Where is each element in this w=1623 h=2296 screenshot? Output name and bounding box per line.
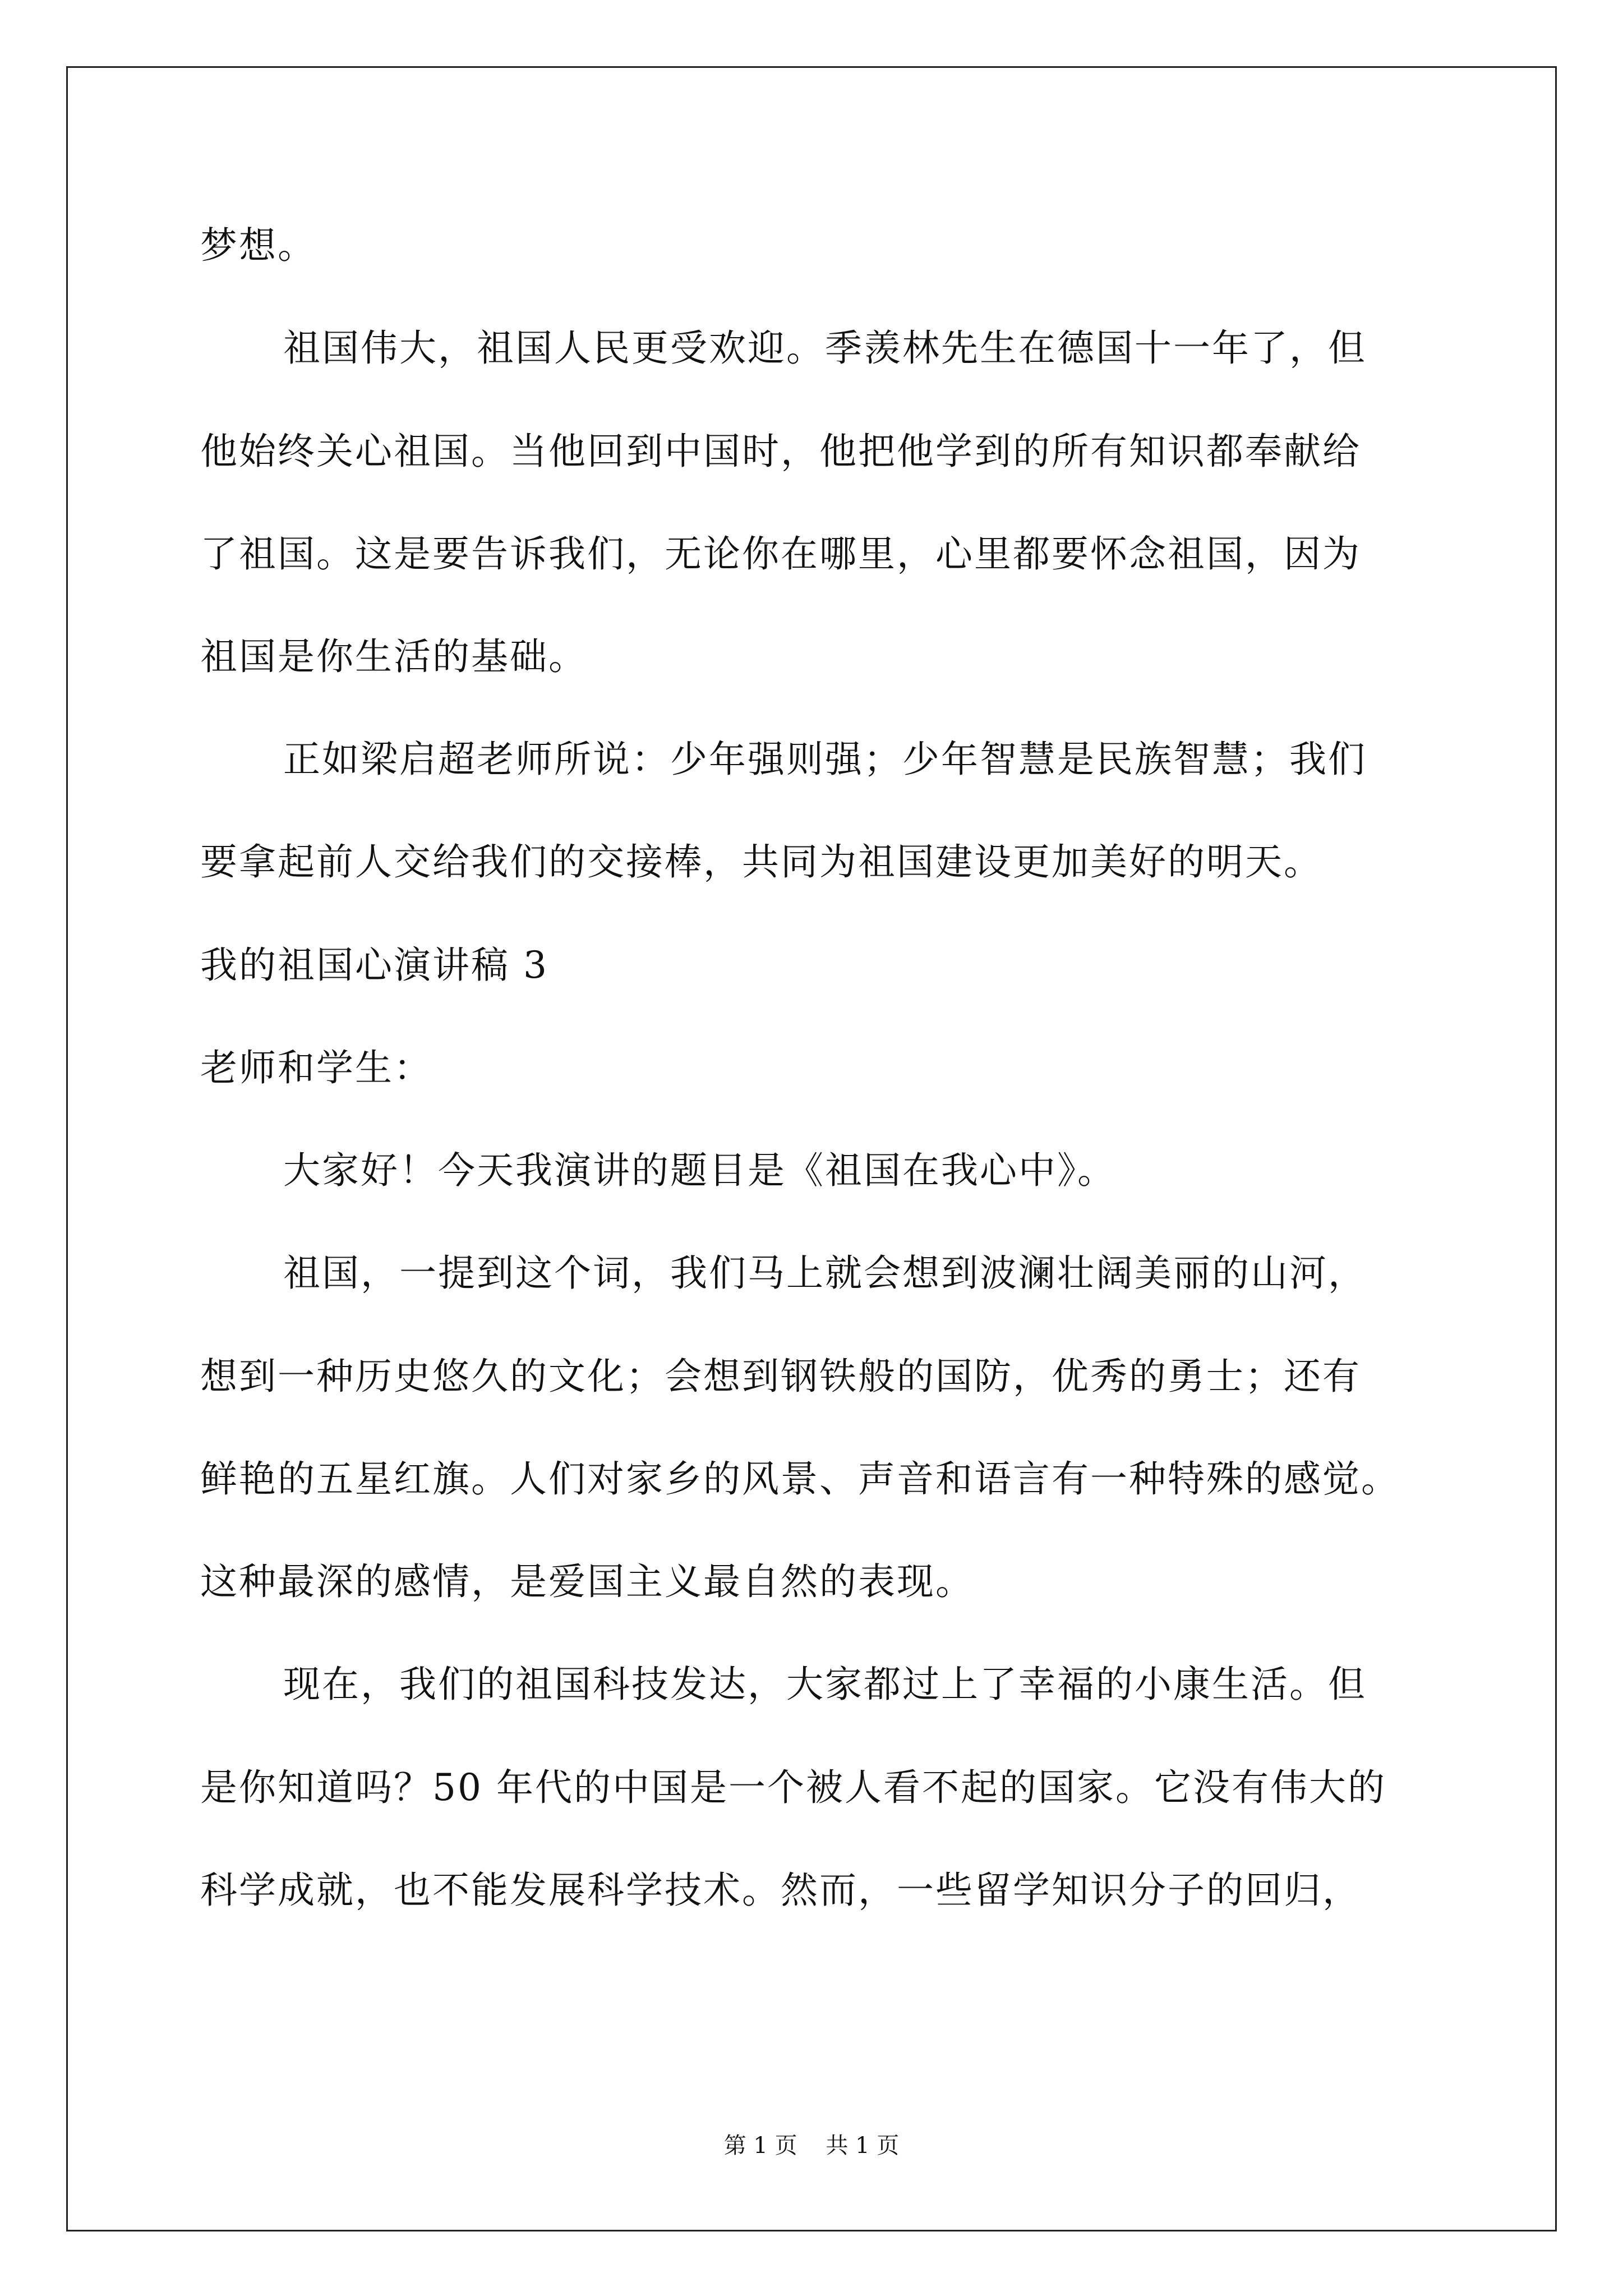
text-line: 祖国是你生活的基础。 xyxy=(200,635,587,678)
paragraph-line: 现在，我们的祖国科技发达，大家都过上了幸福的小康生活。但 xyxy=(283,1663,1367,1706)
paragraph-line: 祖国伟大，祖国人民更受欢迎。季羡林先生在德国十一年了，但 xyxy=(283,326,1367,370)
paragraph-line: 大家好！今天我演讲的题目是《祖国在我心中》。 xyxy=(283,1149,1116,1192)
text-line: 梦想。 xyxy=(200,224,316,267)
text-line: 要拿起前人交给我们的交接棒，共同为祖国建设更加美好的明天。 xyxy=(200,840,1322,884)
section-heading: 我的祖国心演讲稿 3 xyxy=(200,944,548,987)
paragraph-line: 正如梁启超老师所说：少年强则强；少年智慧是民族智慧；我们 xyxy=(283,738,1367,781)
text-line: 他始终关心祖国。当他回到中国时，他把他学到的所有知识都奉献给 xyxy=(200,430,1361,473)
text-line: 是你知道吗？50 年代的中国是一个被人看不起的国家。它没有伟大的 xyxy=(200,1766,1386,1809)
salutation: 老师和学生： xyxy=(200,1046,432,1089)
text-line: 科学成就，也不能发展科学技术。然而，一些留学知识分子的回归， xyxy=(200,1869,1361,1912)
text-line: 这种最深的感情，是爱国主义最自然的表现。 xyxy=(200,1560,974,1603)
text-line: 了祖国。这是要告诉我们，无论你在哪里，心里都要怀念祖国，因为 xyxy=(200,532,1361,576)
paragraph-line: 祖国，一提到这个词，我们马上就会想到波澜壮阔美丽的山河， xyxy=(283,1251,1367,1295)
text-line: 想到一种历史悠久的文化；会想到钢铁般的国防，优秀的勇士；还有 xyxy=(200,1355,1361,1398)
page-footer: 第 1 页 共 1 页 xyxy=(723,2133,900,2159)
text-line: 鲜艳的五星红旗。人们对家乡的风景、声音和语言有一种特殊的感觉。 xyxy=(200,1457,1400,1501)
